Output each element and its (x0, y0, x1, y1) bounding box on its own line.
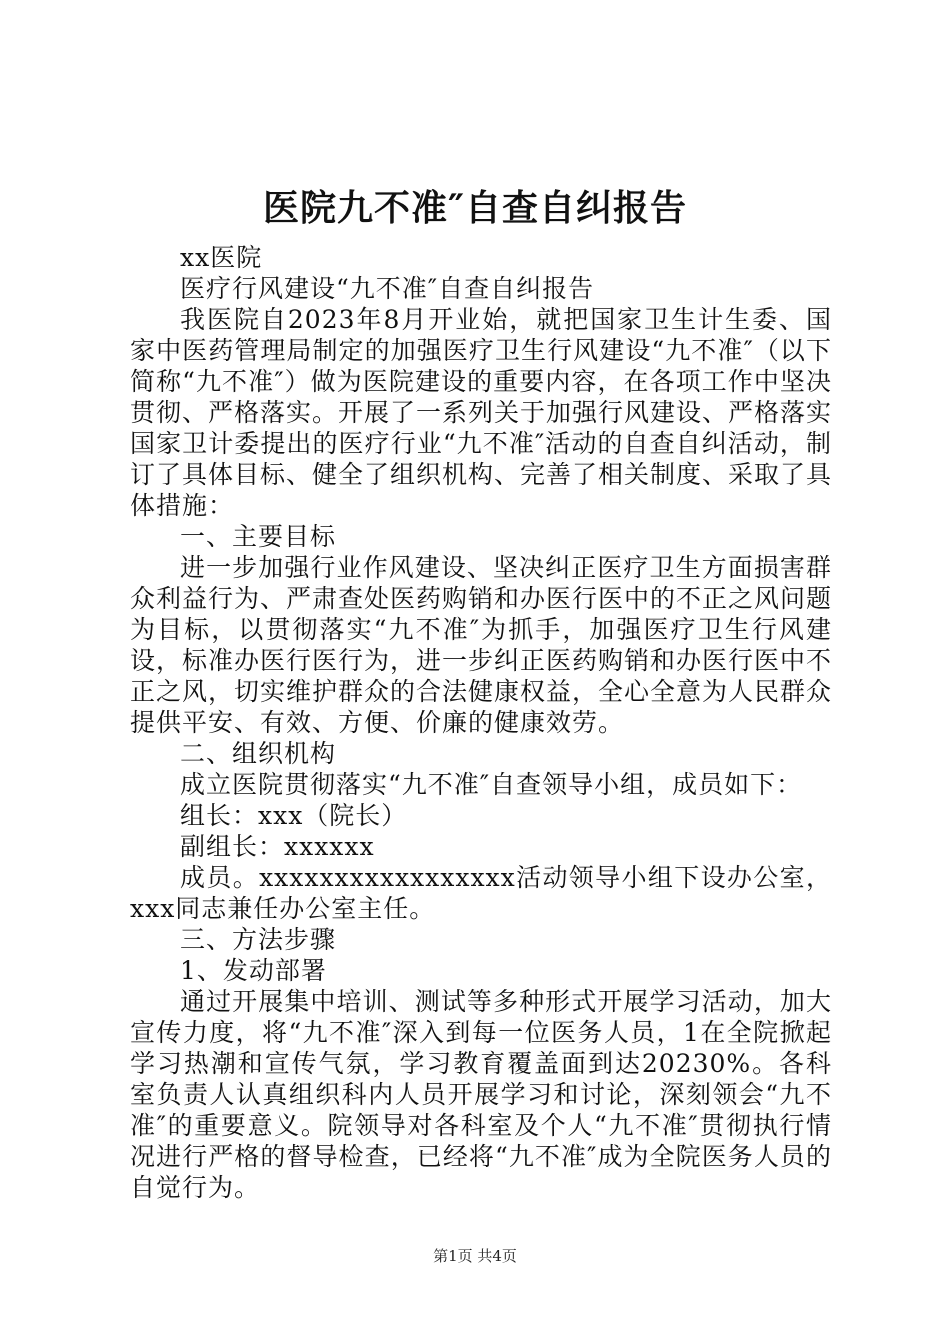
organization-paragraph: 成立医院贯彻落实“九不准″自查领导小组，成员如下： (180, 770, 803, 799)
intro-paragraph: 我医院自2023年8月开业始，就把国家卫生计生委、国家中医药管理局制定的加强医疗卫生行风建设“九不准″（以下简称“九不准″）做为医院建设的重要内容，在各项工作中坚决贯彻、严格落实。开展了一系列关于加强行风建设、严格落实国家卫计委提出的医疗行业“九不准″活动的自查自纠活动，制订了具体目标、健全了组织机构、完善了相关制度、采取了具体措施： (130, 305, 833, 520)
report-subtitle: 医疗行风建设“九不准″自查自纠报告 (180, 274, 595, 303)
section-heading-goals: 一、主要目标 (180, 522, 337, 551)
goals-paragraph: 进一步加强行业作风建设、坚决纠正医疗卫生方面损害群众利益行为、严肃查处医药购销和办医行医中的不正之风问题为目标，以贯彻落实“九不准″为抓手，加强医疗卫生行风建设，标准办医行医行为，进一步纠正医药购销和办医行医中不正之风，切实维护群众的合法健康权益，全心全意为人民群众提供平安、有效、方便、价廉的健康效劳。 (130, 553, 833, 737)
page-footer: 第1页 共4页 (433, 1247, 517, 1265)
document-title: 医院九不准″自查自纠报告 (262, 187, 688, 229)
section-heading-organization: 二、组织机构 (180, 739, 337, 768)
subheading-mobilization: 1、发动部署 (180, 956, 327, 985)
members-paragraph: 成员。xxxxxxxxxxxxxxxxx活动领导小组下设办公室，xxx同志兼任办公室主任。 (130, 863, 832, 923)
deputy-leader-line: 副组长：xxxxxx (180, 832, 375, 861)
section-heading-methods: 三、方法步骤 (180, 925, 337, 954)
document-body (130, 242, 832, 1203)
team-leader-line: 组长：xxx（院长） (180, 801, 408, 830)
mobilization-paragraph: 通过开展集中培训、测试等多种形式开展学习活动，加大宣传力度，将“九不准″深入到每一位医务人员，1在全院掀起学习热潮和宣传气氛，学习教育覆盖面到达20230%。各科室负责人认真组织科内人员开展学习和讨论，深刻领会“九不准″的重要意义。院领导对各科室及个人“九不准″贯彻执行情况进行严格的督导检查，已经将“九不准″成为全院医务人员的自觉行为。 (130, 987, 832, 1202)
hospital-name: xx医院 (180, 243, 263, 272)
